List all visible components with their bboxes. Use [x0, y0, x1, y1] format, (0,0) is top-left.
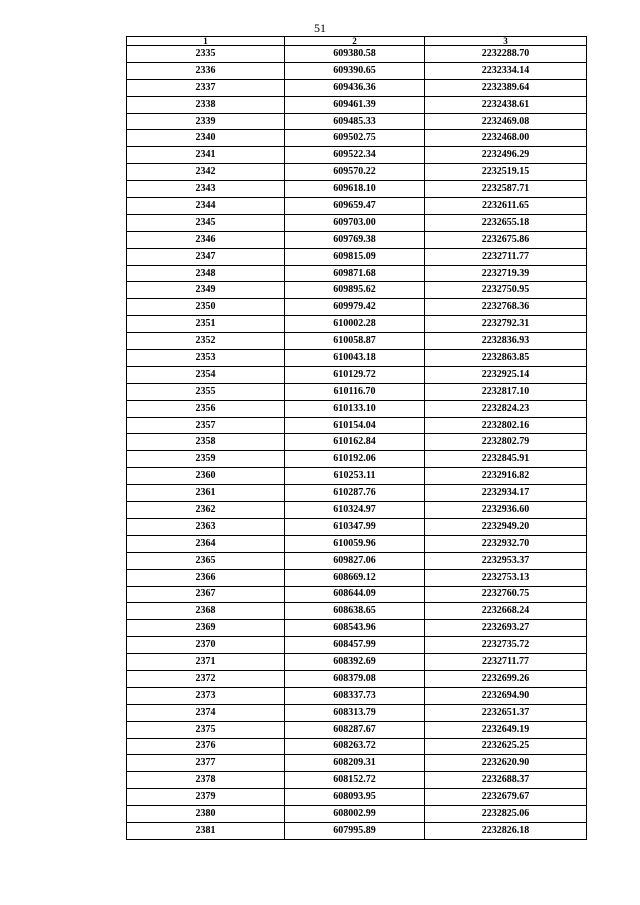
table-row: [127, 181, 587, 198]
point-number-cell: 2347: [127, 248, 285, 265]
x-coordinate-cell: 610162.84: [285, 434, 425, 451]
point-number-cell: 2376: [127, 738, 285, 755]
point-number-cell: 2358: [127, 434, 285, 451]
y-coordinate-cell: 2232651.37: [425, 704, 587, 721]
table-row: [127, 738, 587, 755]
table-row: [127, 552, 587, 569]
table-row: [127, 789, 587, 806]
table-row: [127, 113, 587, 130]
y-coordinate-cell: 2232438.61: [425, 96, 587, 113]
x-coordinate-cell: 607995.89: [285, 822, 425, 839]
point-number-cell: 2377: [127, 755, 285, 772]
table-row: [127, 147, 587, 164]
point-number-cell: 2379: [127, 789, 285, 806]
table-row: [127, 299, 587, 316]
table-row: [127, 603, 587, 620]
point-number-cell: 2365: [127, 552, 285, 569]
table-row: [127, 451, 587, 468]
point-number-cell: 2364: [127, 535, 285, 552]
x-coordinate-cell: 608209.31: [285, 755, 425, 772]
table-row: [127, 755, 587, 772]
y-coordinate-cell: 2232760.75: [425, 586, 587, 603]
y-coordinate-cell: 2232469.08: [425, 113, 587, 130]
table-row: [127, 198, 587, 215]
coordinates-table: [126, 36, 587, 840]
table-row: [127, 518, 587, 535]
y-coordinate-cell: 2232334.14: [425, 62, 587, 79]
point-number-cell: 2373: [127, 687, 285, 704]
point-number-cell: 2354: [127, 366, 285, 383]
point-number-cell: 2340: [127, 130, 285, 147]
point-number-cell: 2342: [127, 164, 285, 181]
y-coordinate-cell: 2232611.65: [425, 198, 587, 215]
y-coordinate-cell: 2232802.16: [425, 417, 587, 434]
point-number-cell: 2349: [127, 282, 285, 299]
point-number-cell: 2343: [127, 181, 285, 198]
table-row: [127, 79, 587, 96]
y-coordinate-cell: 2232826.18: [425, 822, 587, 839]
x-coordinate-cell: 610129.72: [285, 366, 425, 383]
point-number-cell: 2356: [127, 400, 285, 417]
x-coordinate-cell: 610253.11: [285, 468, 425, 485]
x-coordinate-cell: 609895.62: [285, 282, 425, 299]
y-coordinate-cell: 2232468.00: [425, 130, 587, 147]
point-number-cell: 2359: [127, 451, 285, 468]
y-coordinate-cell: 2232688.37: [425, 772, 587, 789]
y-coordinate-cell: 2232694.90: [425, 687, 587, 704]
y-coordinate-cell: 2232802.79: [425, 434, 587, 451]
y-coordinate-cell: 2232925.14: [425, 366, 587, 383]
point-number-cell: 2375: [127, 721, 285, 738]
x-coordinate-cell: 609502.75: [285, 130, 425, 147]
y-coordinate-cell: 2232699.26: [425, 670, 587, 687]
x-coordinate-cell: 610347.99: [285, 518, 425, 535]
table-row: [127, 214, 587, 231]
y-coordinate-cell: 2232719.39: [425, 265, 587, 282]
point-number-cell: 2370: [127, 637, 285, 654]
point-number-cell: 2361: [127, 485, 285, 502]
table-row: [127, 620, 587, 637]
x-coordinate-cell: 609380.58: [285, 46, 425, 63]
table-row: [127, 637, 587, 654]
x-coordinate-cell: 610133.10: [285, 400, 425, 417]
x-coordinate-cell: 609618.10: [285, 181, 425, 198]
x-coordinate-cell: 609485.33: [285, 113, 425, 130]
y-coordinate-cell: 2232792.31: [425, 316, 587, 333]
y-coordinate-cell: 2232817.10: [425, 383, 587, 400]
y-coordinate-cell: 2232750.95: [425, 282, 587, 299]
point-number-cell: 2355: [127, 383, 285, 400]
point-number-cell: 2366: [127, 569, 285, 586]
y-coordinate-cell: 2232668.24: [425, 603, 587, 620]
table-row: [127, 46, 587, 63]
x-coordinate-cell: 608263.72: [285, 738, 425, 755]
y-coordinate-cell: 2232655.18: [425, 214, 587, 231]
y-coordinate-cell: 2232389.64: [425, 79, 587, 96]
table-row: [127, 130, 587, 147]
point-number-cell: 2341: [127, 147, 285, 164]
y-coordinate-cell: 2232496.29: [425, 147, 587, 164]
point-number-cell: 2374: [127, 704, 285, 721]
table-row: [127, 350, 587, 367]
x-coordinate-cell: 609827.06: [285, 552, 425, 569]
y-coordinate-cell: 2232679.67: [425, 789, 587, 806]
x-coordinate-cell: 608093.95: [285, 789, 425, 806]
point-number-cell: 2346: [127, 231, 285, 248]
y-coordinate-cell: 2232587.71: [425, 181, 587, 198]
point-number-cell: 2372: [127, 670, 285, 687]
y-coordinate-cell: 2232768.36: [425, 299, 587, 316]
y-coordinate-cell: 2232932.70: [425, 535, 587, 552]
table-row: [127, 383, 587, 400]
y-coordinate-cell: 2232649.19: [425, 721, 587, 738]
table-row: [127, 366, 587, 383]
y-coordinate-cell: 2232735.72: [425, 637, 587, 654]
x-coordinate-cell: 609570.22: [285, 164, 425, 181]
y-coordinate-cell: 2232836.93: [425, 333, 587, 350]
table-row: [127, 434, 587, 451]
y-coordinate-cell: 2232916.82: [425, 468, 587, 485]
table-row: [127, 282, 587, 299]
x-coordinate-cell: 609659.47: [285, 198, 425, 215]
point-number-cell: 2339: [127, 113, 285, 130]
y-coordinate-cell: 2232753.13: [425, 569, 587, 586]
table-row: [127, 502, 587, 519]
x-coordinate-cell: 610192.06: [285, 451, 425, 468]
point-number-cell: 2371: [127, 654, 285, 671]
table-row: [127, 670, 587, 687]
point-number-cell: 2357: [127, 417, 285, 434]
table-row: [127, 400, 587, 417]
x-coordinate-cell: 610059.96: [285, 535, 425, 552]
y-coordinate-cell: 2232675.86: [425, 231, 587, 248]
table-row: [127, 569, 587, 586]
y-coordinate-cell: 2232825.06: [425, 806, 587, 823]
point-number-cell: 2353: [127, 350, 285, 367]
y-coordinate-cell: 2232288.70: [425, 46, 587, 63]
point-number-cell: 2338: [127, 96, 285, 113]
x-coordinate-cell: 609815.09: [285, 248, 425, 265]
y-coordinate-cell: 2232519.15: [425, 164, 587, 181]
point-number-cell: 2380: [127, 806, 285, 823]
table-row: [127, 704, 587, 721]
point-number-cell: 2369: [127, 620, 285, 637]
y-coordinate-cell: 2232863.85: [425, 350, 587, 367]
x-coordinate-cell: 609522.34: [285, 147, 425, 164]
x-coordinate-cell: 609436.36: [285, 79, 425, 96]
table-row: [127, 62, 587, 79]
x-coordinate-cell: 610002.28: [285, 316, 425, 333]
x-coordinate-cell: 608669.12: [285, 569, 425, 586]
y-coordinate-cell: 2232934.17: [425, 485, 587, 502]
x-coordinate-cell: 610154.04: [285, 417, 425, 434]
point-number-cell: 2348: [127, 265, 285, 282]
y-coordinate-cell: 2232824.23: [425, 400, 587, 417]
table-row: [127, 417, 587, 434]
x-coordinate-cell: 608638.65: [285, 603, 425, 620]
table-row: [127, 265, 587, 282]
point-number-cell: 2363: [127, 518, 285, 535]
y-coordinate-cell: 2232845.91: [425, 451, 587, 468]
table-row: [127, 721, 587, 738]
table-row: [127, 806, 587, 823]
table-row: [127, 687, 587, 704]
table-row: [127, 96, 587, 113]
x-coordinate-cell: 608644.09: [285, 586, 425, 603]
x-coordinate-cell: 608543.96: [285, 620, 425, 637]
x-coordinate-cell: 608392.69: [285, 654, 425, 671]
x-coordinate-cell: 608152.72: [285, 772, 425, 789]
table-row: [127, 248, 587, 265]
point-number-cell: 2367: [127, 586, 285, 603]
x-coordinate-cell: 608287.67: [285, 721, 425, 738]
x-coordinate-cell: 610058.87: [285, 333, 425, 350]
point-number-cell: 2352: [127, 333, 285, 350]
table-row: [127, 822, 587, 839]
table-row: [127, 586, 587, 603]
column-header-2: 2: [285, 37, 425, 46]
table-body: [127, 46, 587, 840]
y-coordinate-cell: 2232620.90: [425, 755, 587, 772]
point-number-cell: 2351: [127, 316, 285, 333]
x-coordinate-cell: 610324.97: [285, 502, 425, 519]
table-row: [127, 164, 587, 181]
column-header-1: 1: [127, 37, 285, 46]
point-number-cell: 2337: [127, 79, 285, 96]
y-coordinate-cell: 2232949.20: [425, 518, 587, 535]
column-header-3: 3: [425, 37, 587, 46]
table-header-row: [127, 37, 587, 46]
point-number-cell: 2362: [127, 502, 285, 519]
x-coordinate-cell: 609979.42: [285, 299, 425, 316]
x-coordinate-cell: 608457.99: [285, 637, 425, 654]
x-coordinate-cell: 609871.68: [285, 265, 425, 282]
point-number-cell: 2360: [127, 468, 285, 485]
x-coordinate-cell: 610287.76: [285, 485, 425, 502]
x-coordinate-cell: 608313.79: [285, 704, 425, 721]
page-number: 51: [314, 21, 326, 35]
table-row: [127, 468, 587, 485]
y-coordinate-cell: 2232693.27: [425, 620, 587, 637]
y-coordinate-cell: 2232711.77: [425, 654, 587, 671]
point-number-cell: 2378: [127, 772, 285, 789]
x-coordinate-cell: 608002.99: [285, 806, 425, 823]
x-coordinate-cell: 610043.18: [285, 350, 425, 367]
x-coordinate-cell: 608379.08: [285, 670, 425, 687]
y-coordinate-cell: 2232625.25: [425, 738, 587, 755]
table-row: [127, 535, 587, 552]
y-coordinate-cell: 2232953.37: [425, 552, 587, 569]
y-coordinate-cell: 2232711.77: [425, 248, 587, 265]
x-coordinate-cell: 610116.70: [285, 383, 425, 400]
x-coordinate-cell: 608337.73: [285, 687, 425, 704]
table-row: [127, 772, 587, 789]
point-number-cell: 2345: [127, 214, 285, 231]
x-coordinate-cell: 609461.39: [285, 96, 425, 113]
table-row: [127, 231, 587, 248]
x-coordinate-cell: 609769.38: [285, 231, 425, 248]
x-coordinate-cell: 609703.00: [285, 214, 425, 231]
point-number-cell: 2336: [127, 62, 285, 79]
table-row: [127, 485, 587, 502]
point-number-cell: 2335: [127, 46, 285, 63]
table-row: [127, 316, 587, 333]
point-number-cell: 2350: [127, 299, 285, 316]
table-row: [127, 333, 587, 350]
point-number-cell: 2344: [127, 198, 285, 215]
table-row: [127, 654, 587, 671]
point-number-cell: 2368: [127, 603, 285, 620]
point-number-cell: 2381: [127, 822, 285, 839]
x-coordinate-cell: 609390.65: [285, 62, 425, 79]
y-coordinate-cell: 2232936.60: [425, 502, 587, 519]
